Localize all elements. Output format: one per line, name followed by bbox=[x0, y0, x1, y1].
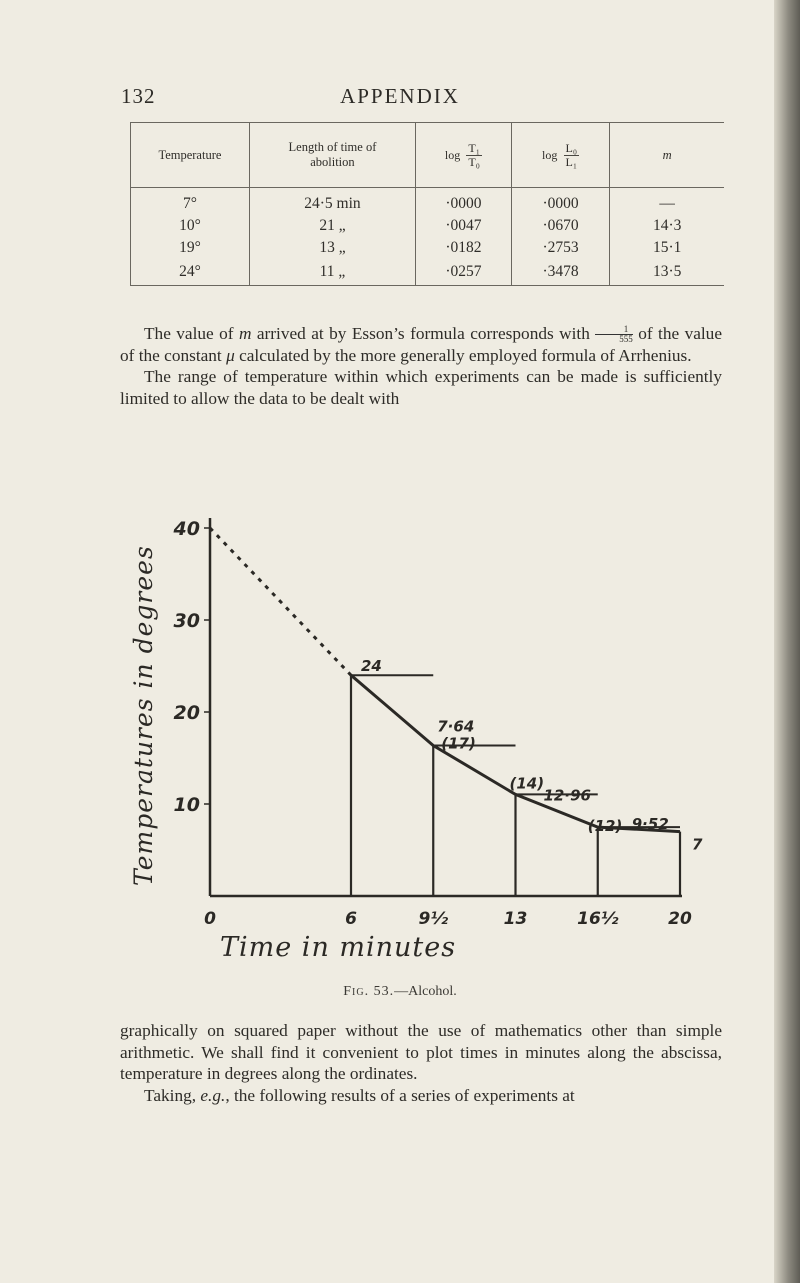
paragraph-esson bbox=[120, 323, 722, 366]
lower-text bbox=[120, 1020, 722, 1106]
cell-length: 24·5 min bbox=[249, 188, 415, 216]
x-tick-label: 16½ bbox=[577, 909, 619, 929]
figure-caption bbox=[0, 984, 800, 1000]
cell-temp: 10° bbox=[131, 215, 250, 237]
upper-text bbox=[120, 323, 722, 409]
data-annotation: 9·52 bbox=[631, 815, 669, 834]
cell-length: 11 „ bbox=[249, 259, 415, 285]
paragraph-graphically: graphically on squared paper without the use of mathematics other than simple arithmetic. We shall find it convenient to plot times in minutes along the abscissa, temperature in degrees along the ordinates. bbox=[120, 1021, 722, 1083]
header-log-t-den: T₀ bbox=[468, 154, 480, 169]
header-log-l-label: log bbox=[542, 147, 558, 162]
cell-m: 14·3 bbox=[610, 215, 724, 237]
x-tick-label: 0 bbox=[204, 909, 216, 929]
temperature-time-chart bbox=[120, 498, 740, 978]
cell-log-l: ·0670 bbox=[511, 215, 610, 237]
table-header-row bbox=[131, 123, 725, 188]
table-row bbox=[131, 188, 725, 216]
cell-m: — bbox=[610, 188, 724, 216]
cell-temp: 7° bbox=[131, 188, 250, 216]
data-annotation: 7 bbox=[692, 835, 703, 854]
data-annotation: 12·96 bbox=[543, 786, 591, 805]
x-tick-label: 13 bbox=[503, 909, 528, 929]
cell-temp: 19° bbox=[131, 237, 250, 259]
text-run: calculated by the more generally employed formula of Arrhenius. bbox=[234, 345, 692, 365]
header-log-l bbox=[511, 123, 610, 188]
text-run-italic: m bbox=[238, 324, 252, 343]
x-tick-label: 20 bbox=[668, 909, 692, 929]
x-axis-label: Time in minutes bbox=[220, 932, 457, 963]
fraction-1-555 bbox=[595, 325, 633, 344]
results-table bbox=[130, 122, 724, 286]
caption-text: —Alcohol. bbox=[394, 984, 457, 999]
cell-log-l: ·0000 bbox=[511, 188, 610, 216]
header-log-l-num: L₀ bbox=[565, 140, 578, 155]
x-tick-label: 9½ bbox=[418, 909, 448, 929]
fraction-den: 555 bbox=[619, 334, 633, 344]
cell-length: 13 „ bbox=[249, 237, 415, 259]
text-run: arrived at by Esson’s formula corresponds with bbox=[251, 324, 590, 343]
table-row bbox=[131, 237, 725, 259]
paragraph-range: The range of temperature within which experiments can be made is sufficiently limited to allow the data to be dealt with bbox=[120, 367, 722, 408]
cell-log-l: ·3478 bbox=[511, 259, 610, 285]
data-annotation: (14) bbox=[509, 774, 545, 793]
running-head bbox=[0, 84, 800, 114]
header-length-line2: abolition bbox=[310, 155, 355, 169]
y-tick-label: 30 bbox=[173, 610, 200, 632]
cell-temp: 24° bbox=[131, 259, 250, 285]
header-log-t-label: log bbox=[444, 147, 461, 162]
data-annotation: 7·64 bbox=[437, 717, 475, 736]
text-run-italic: μ bbox=[226, 345, 235, 365]
text-run: , the following results of a series of experiments at bbox=[225, 1085, 575, 1105]
data-annotation: (17) bbox=[441, 734, 476, 753]
data-annotation: (12) bbox=[587, 817, 623, 836]
table-row bbox=[131, 215, 725, 237]
header-temperature: Temperature bbox=[131, 123, 250, 188]
x-tick-label: 6 bbox=[345, 909, 357, 929]
header-log-t-fraction bbox=[466, 142, 482, 169]
page-edge bbox=[774, 0, 800, 1283]
y-tick-label: 10 bbox=[173, 794, 200, 816]
cell-m: 13·5 bbox=[610, 259, 724, 285]
header-log-l-fraction bbox=[564, 142, 580, 169]
paragraph-taking bbox=[120, 1085, 722, 1107]
cell-m: 15·1 bbox=[610, 237, 724, 259]
y-axis-label: Temperatures in degrees bbox=[129, 545, 158, 886]
table-row bbox=[131, 259, 725, 285]
cell-log-t: ·0047 bbox=[416, 215, 512, 237]
dotted-series-line bbox=[210, 528, 351, 675]
y-tick-label: 40 bbox=[173, 518, 200, 540]
header-log-t-num: T₁ bbox=[468, 140, 480, 155]
cell-log-t: ·0257 bbox=[416, 259, 512, 285]
text-run: of the value of the constant bbox=[120, 324, 722, 365]
header-log-l-den: L₁ bbox=[565, 154, 578, 169]
running-title: APPENDIX bbox=[340, 84, 460, 108]
fraction-num: 1 bbox=[595, 325, 633, 335]
header-m: m bbox=[610, 123, 724, 188]
cell-log-t: ·0000 bbox=[416, 188, 512, 216]
cell-length: 21 „ bbox=[249, 215, 415, 237]
header-log-t bbox=[416, 123, 512, 188]
text-run: The value of bbox=[144, 324, 239, 343]
page-number: 132 bbox=[121, 84, 156, 108]
caption-label: Fig. 53. bbox=[343, 984, 395, 999]
data-annotation: 24 bbox=[361, 657, 382, 676]
text-run-italic: e.g. bbox=[200, 1085, 226, 1105]
cell-log-t: ·0182 bbox=[416, 237, 512, 259]
text-run: Taking, bbox=[144, 1085, 201, 1105]
y-tick-label: 20 bbox=[173, 702, 200, 724]
cell-log-l: ·2753 bbox=[511, 237, 610, 259]
header-length bbox=[249, 123, 415, 188]
header-length-line1: Length of time of bbox=[288, 140, 377, 154]
